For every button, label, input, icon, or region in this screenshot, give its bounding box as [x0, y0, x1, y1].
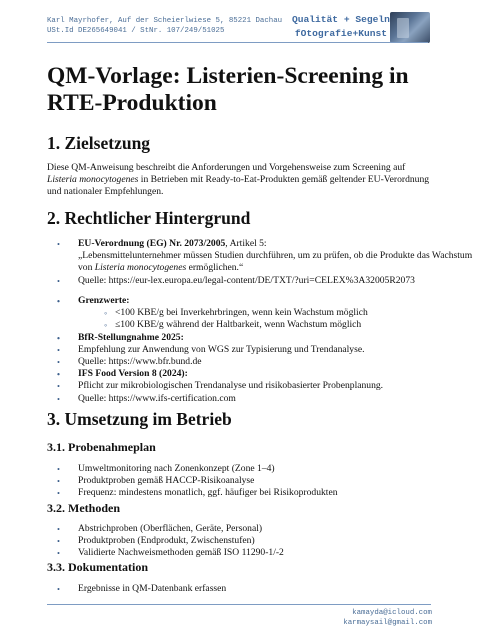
brand-line-2: fOtografie+Kunst [294, 28, 387, 39]
subsection-heading-methoden: 3.2. Methoden [47, 501, 120, 515]
list-item: • Pflicht zur mikrobiologischen Trendanalyse und risikobasierter Probenplanung. [0, 380, 383, 392]
footer-divider [47, 604, 431, 605]
list-item: • Grenzwerte: [0, 295, 383, 307]
tax-id-line: USt.Id DE265649041 / StNr. 107/249/51025 [47, 27, 225, 35]
list-item: • Produktproben (Endprodukt, Zwischenstufen) [0, 535, 284, 547]
list-item: • Validierte Nachweismethoden gemäß ISO 11290-1/-2 [0, 547, 284, 559]
footer-email-2: karmaysail@gmail.com [343, 619, 432, 627]
document-title: QM-Vorlage: Listerien-Screening in RTE-Produktion [47, 63, 409, 116]
list-item: • Ergebnisse in QM-Datenbank erfassen [0, 583, 226, 595]
list-item: • Quelle: https://eur-lex.europa.eu/legal-content/DE/TXT/?uri=CELEX%3A32005R2073 [0, 275, 480, 287]
letterhead-address [47, 16, 282, 36]
list-item: • Quelle: https://www.bfr.bund.de [0, 356, 383, 368]
list-item: • BfR-Stellungnahme 2025: [0, 332, 383, 344]
list-item: • Quelle: https://www.ifs-certification.com [0, 393, 383, 405]
section-heading-umsetzung: 3. Umsetzung im Betrieb [47, 409, 232, 429]
section-heading-zielsetzung: 1. Zielsetzung [47, 133, 151, 153]
letterhead-brand [292, 13, 390, 41]
list-item: • Produktproben gemäß HACCP-Risikoanalyse [0, 475, 338, 487]
list-item: • Abstrichproben (Oberflächen, Geräte, Personal) [0, 523, 284, 535]
address-line: Karl Mayrhofer, Auf der Scheierlwiese 5, 85221 Dachau [47, 17, 283, 25]
section-heading-rechtlicher-hintergrund: 2. Rechtlicher Hintergrund [47, 208, 251, 228]
dokumentation-list [0, 583, 226, 595]
logo-image [390, 12, 430, 43]
footer-contacts [343, 608, 432, 628]
list-item: • Frequenz: mindestens monatlich, ggf. häufiger bei Risikoprodukten [0, 487, 338, 499]
list-item: • EU-Verordnung (EG) Nr. 2073/2005, Artikel 5: „Lebensmittelunternehmer müssen Studien durchführen, um zu prüfen, ob die Produkte das Wachstum von Listeria monocytogenes ermöglichen.“ [0, 238, 480, 275]
list-item: • Empfehlung zur Anwendung von WGS zur Typisierung und Trendanalyse. [0, 344, 383, 356]
list-item: • Umweltmonitoring nach Zonenkonzept (Zone 1–4) [0, 463, 338, 475]
list-subitem: ◦ <100 KBE/g bei Inverkehrbringen, wenn kein Wachstum möglich [0, 307, 383, 319]
header-divider [47, 42, 428, 43]
methoden-list [0, 523, 284, 560]
list-subitem: ◦ ≤100 KBE/g während der Haltbarkeit, wenn Wachstum möglich [0, 319, 383, 331]
list-item: • IFS Food Version 8 (2024): [0, 368, 383, 380]
subsection-heading-dokumentation: 3.3. Dokumentation [47, 560, 149, 574]
footer-email-1: kamayda@icloud.com [352, 609, 432, 617]
legal-list-limits [0, 295, 383, 405]
section-zielsetzung-text: Diese QM-Anweisung beschreibt die Anforderungen und Vorgehensweise zum Screening auf Listeria monocytogenes in Betrieben mit Ready-to-Eat-Produkten gemäß geltender EU-Verordnung und nationaler Empfehlungen. [47, 162, 430, 198]
organism-name: Listeria monocytogenes [47, 174, 139, 186]
probenahmeplan-list [0, 463, 338, 500]
legal-list-eu [0, 238, 480, 287]
subsection-heading-probenahmeplan: 3.1. Probenahmeplan [47, 440, 156, 454]
brand-line-1: Qualität + Segeln [292, 14, 390, 25]
